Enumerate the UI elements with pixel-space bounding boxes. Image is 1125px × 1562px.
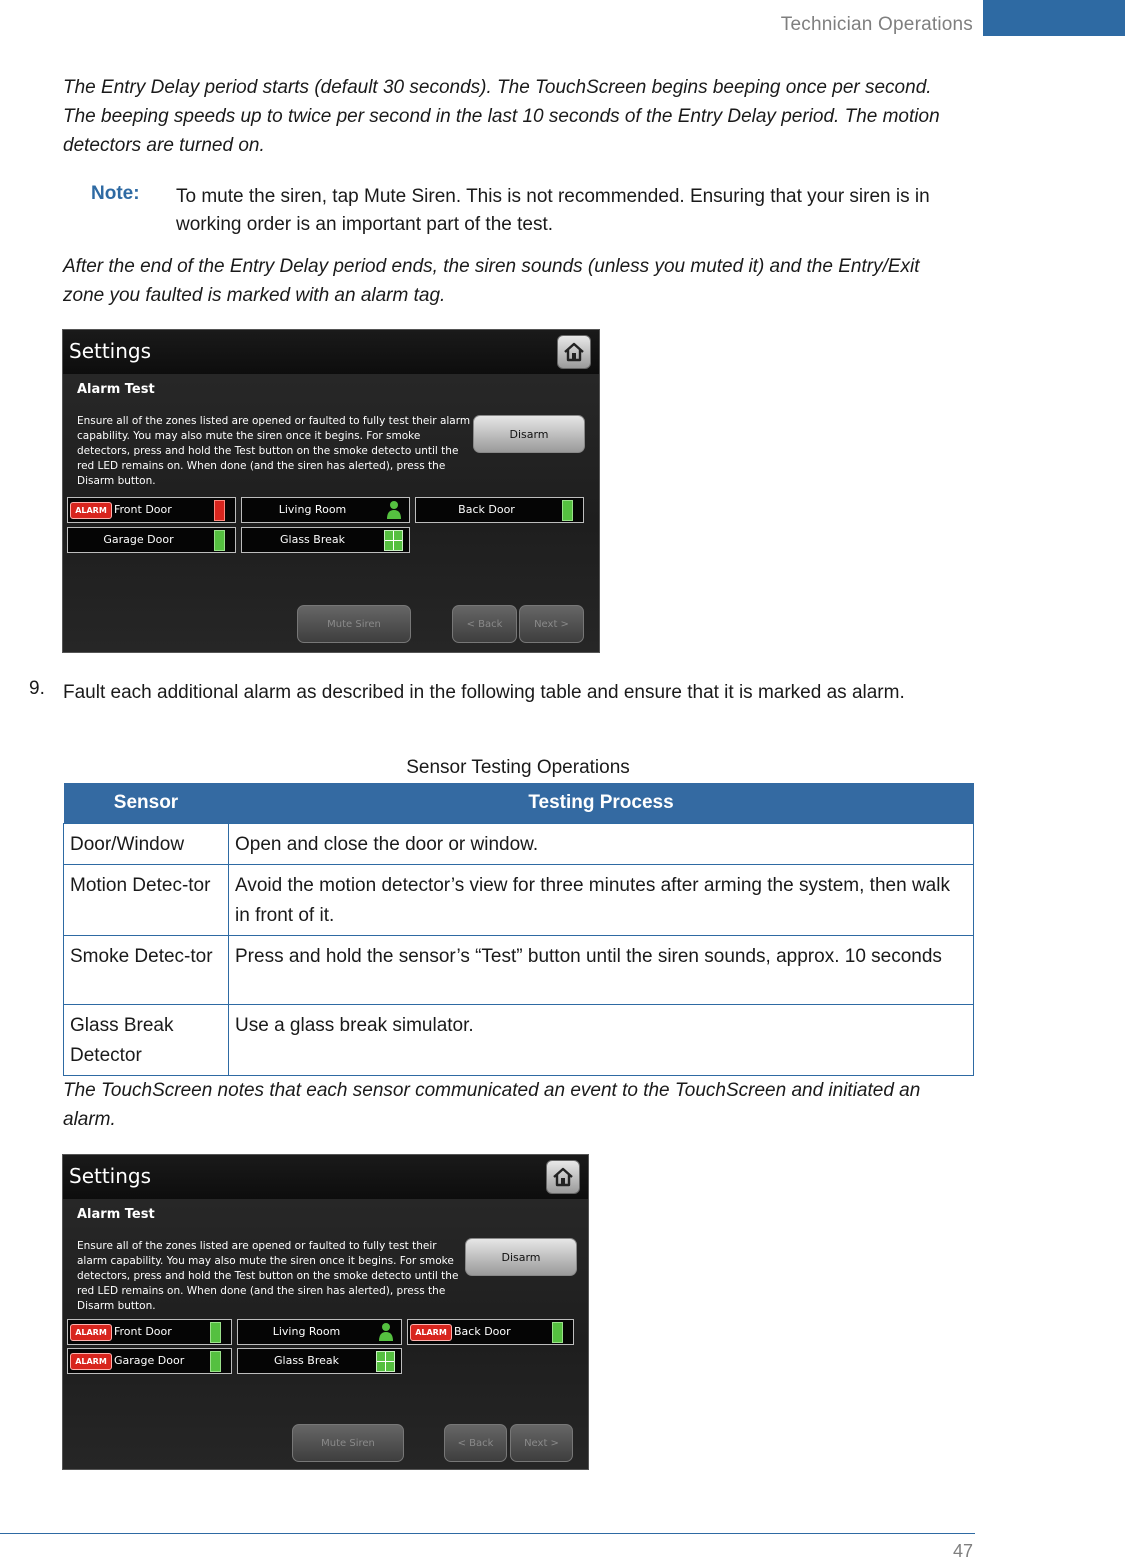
- zone-label: Glass Break: [280, 533, 345, 546]
- next-button[interactable]: Next >: [510, 1424, 573, 1462]
- zone-back-door[interactable]: [407, 1319, 574, 1345]
- zone-living-room[interactable]: [237, 1319, 402, 1345]
- mute-siren-button[interactable]: Mute Siren: [292, 1424, 404, 1462]
- footer-divider: [0, 1533, 975, 1534]
- zone-glass-break[interactable]: [241, 527, 410, 553]
- door-sensor-icon: [210, 1322, 221, 1343]
- zone-label: Glass Break: [274, 1354, 339, 1367]
- process-cell: Avoid the motion detector’s view for three minutes after arming the system, then walk in front of it.: [229, 865, 974, 936]
- door-sensor-icon: [210, 1351, 221, 1372]
- zone-label: Living Room: [278, 503, 347, 516]
- zone-label: Garage Door: [114, 1354, 185, 1367]
- column-header-sensor: Sensor: [64, 783, 229, 824]
- zone-label: Front Door: [114, 503, 172, 516]
- glass-break-icon: [384, 530, 403, 551]
- zone-garage-door[interactable]: [67, 1348, 232, 1374]
- alarm-tag: ALARM: [410, 1324, 452, 1341]
- door-sensor-icon: [552, 1322, 563, 1343]
- door-sensor-icon: [214, 530, 225, 551]
- person-icon: [379, 1322, 393, 1341]
- home-button[interactable]: [557, 335, 591, 369]
- step-text: Fault each additional alarm as described in the following table and ensure that it is marked as alarm.: [63, 682, 905, 703]
- zone-back-door[interactable]: [415, 497, 584, 523]
- column-header-testing-process: Testing Process: [229, 783, 974, 824]
- process-cell: Use a glass break simulator.: [229, 1005, 974, 1076]
- alarm-test-screenshot-1: [62, 329, 600, 653]
- alarm-tag: ALARM: [70, 502, 112, 519]
- home-icon: [562, 341, 586, 363]
- sensor-cell: Motion Detec-tor: [64, 865, 229, 936]
- disarm-button[interactable]: Disarm: [473, 415, 585, 453]
- mute-siren-button[interactable]: Mute Siren: [297, 605, 411, 643]
- note-label: Note:: [91, 183, 140, 204]
- table-caption: Sensor Testing Operations: [406, 757, 630, 778]
- settings-title: Settings: [69, 1164, 152, 1188]
- zone-label: Living Room: [272, 1325, 341, 1338]
- table-row: [64, 1005, 974, 1076]
- zone-label: Back Door: [454, 1325, 511, 1338]
- touchscreen-notes-paragraph: The TouchScreen notes that each sensor communicated an event to the TouchScreen and initiated an alarm.: [63, 1080, 921, 1130]
- instructions-text: Ensure all of the zones listed are opened or faulted to fully test their alarm capability. You may also mute the siren once it begins. For smoke detectors, press and hold the Test button on the smoke detecto until the red LED remains on. When done (and the siren has alerted), press the Disarm button.: [77, 1240, 459, 1312]
- note-text: To mute the siren, tap Mute Siren. This is not recommended. Ensuring that your siren is in working order is an important part of the test.: [176, 186, 930, 235]
- panel-title: Alarm Test: [77, 382, 155, 397]
- zone-garage-door[interactable]: [67, 527, 236, 553]
- back-button[interactable]: < Back: [452, 605, 517, 643]
- zone-living-room[interactable]: [241, 497, 410, 523]
- table-row: [64, 824, 974, 865]
- after-delay-paragraph: After the end of the Entry Delay period ends, the siren sounds (unless you muted it) and the Entry/Exit zone you faulted is marked with an alarm tag.: [63, 256, 920, 306]
- glass-break-icon: [376, 1351, 395, 1372]
- door-sensor-icon: [214, 500, 225, 521]
- settings-title: Settings: [69, 339, 152, 363]
- process-cell: Press and hold the sensor’s “Test” button until the siren sounds, approx. 10 seconds: [229, 936, 974, 1005]
- zone-label: Back Door: [458, 503, 515, 516]
- sensor-cell: Glass Break Detector: [64, 1005, 229, 1076]
- table-row: [64, 936, 974, 1005]
- home-icon: [551, 1166, 575, 1188]
- zone-label: Front Door: [114, 1325, 172, 1338]
- step-number: 9.: [29, 678, 45, 699]
- process-cell: Open and close the door or window.: [229, 824, 974, 865]
- home-button[interactable]: [546, 1160, 580, 1194]
- instructions-text: Ensure all of the zones listed are opened or faulted to fully test their alarm capability. You may also mute the siren once it begins. For smoke detectors, press and hold the Test button on the smoke detecto until the red LED remains on. When done (and the siren has alerted), press the Disarm button.: [77, 415, 471, 487]
- back-button[interactable]: < Back: [444, 1424, 507, 1462]
- panel-title: Alarm Test: [77, 1207, 155, 1222]
- header-title: Technician Operations: [780, 14, 973, 35]
- zone-label: Garage Door: [103, 533, 174, 546]
- sensor-testing-table: [63, 783, 974, 1076]
- person-icon: [387, 500, 401, 519]
- table-row: [64, 865, 974, 936]
- page-number: 47: [952, 1541, 973, 1561]
- entry-delay-paragraph: The Entry Delay period starts (default 30 seconds). The TouchScreen begins beeping once per second. The beeping speeds up to twice per second in the last 10 seconds of the Entry Delay period. The motion detectors are turned on.: [63, 77, 940, 156]
- alarm-test-screenshot-2: [62, 1154, 589, 1470]
- disarm-button[interactable]: Disarm: [465, 1238, 577, 1276]
- zone-glass-break[interactable]: [237, 1348, 402, 1374]
- door-sensor-icon: [562, 500, 573, 521]
- alarm-tag: ALARM: [70, 1324, 112, 1341]
- alarm-tag: ALARM: [70, 1353, 112, 1370]
- zone-front-door[interactable]: [67, 497, 236, 523]
- sensor-cell: Door/Window: [64, 824, 229, 865]
- next-button[interactable]: Next >: [519, 605, 584, 643]
- zone-front-door[interactable]: [67, 1319, 232, 1345]
- header-bar: [983, 0, 1125, 36]
- sensor-cell: Smoke Detec-tor: [64, 936, 229, 1005]
